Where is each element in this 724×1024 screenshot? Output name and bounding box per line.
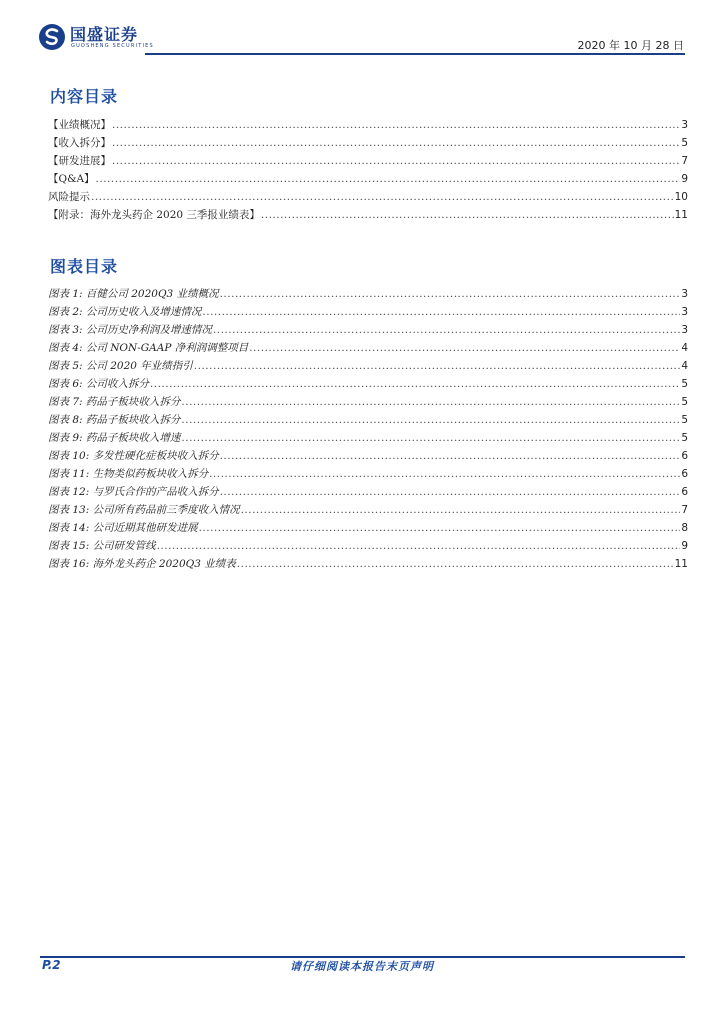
entry-page-number: 3 <box>681 324 688 336</box>
dot-leader <box>241 501 681 519</box>
entry-page-number: 5 <box>681 378 688 390</box>
figure-entry[interactable] <box>48 519 688 537</box>
figure-entry[interactable] <box>48 339 688 357</box>
entry-page-number: 11 <box>674 209 688 221</box>
entry-page-number: 5 <box>681 432 688 444</box>
dot-leader <box>181 393 680 411</box>
figure-entry[interactable] <box>48 303 688 321</box>
figure-entry[interactable] <box>48 393 688 411</box>
entry-page-number: 6 <box>681 468 688 480</box>
dot-leader <box>157 537 681 555</box>
entry-label: 图表 14: 公司近期其他研发进展 <box>48 522 198 534</box>
entry-label: 【收入拆分】 <box>48 137 111 149</box>
entry-label: 图表 2: 公司历史收入及增速情况 <box>48 306 202 318</box>
dot-leader <box>96 170 681 188</box>
entry-page-number: 10 <box>674 191 688 203</box>
entry-page-number: 4 <box>681 360 688 372</box>
contents-entry[interactable] <box>48 206 688 224</box>
entry-label: 【业绩概况】 <box>48 119 111 131</box>
figure-entry[interactable] <box>48 465 688 483</box>
brand-name-en: GUOSHENG SECURITIES <box>71 43 154 49</box>
figure-entry[interactable] <box>48 357 688 375</box>
figure-entry[interactable] <box>48 555 688 573</box>
contents-title: 内容目录 <box>50 87 119 106</box>
entry-page-number: 3 <box>681 306 688 318</box>
figures-title: 图表目录 <box>50 257 119 276</box>
entry-page-number: 3 <box>681 288 688 300</box>
entry-label: 图表 4: 公司 NON-GAAP 净利润调整项目 <box>48 342 249 354</box>
entry-page-number: 6 <box>681 486 688 498</box>
contents-entry[interactable] <box>48 170 688 188</box>
dot-leader <box>199 519 681 537</box>
dot-leader <box>213 321 680 339</box>
figure-entry[interactable] <box>48 375 688 393</box>
entry-page-number: 3 <box>681 119 688 131</box>
entry-page-number: 9 <box>681 173 688 185</box>
entry-label: 图表 16: 海外龙头药企 2020Q3 业绩表 <box>48 558 236 570</box>
entry-label: 图表 13: 公司所有药品前三季度收入情况 <box>48 504 240 516</box>
entry-label: 图表 12: 与罗氏合作的产品收入拆分 <box>48 486 219 498</box>
guosheng-logo-icon <box>38 23 66 51</box>
figures-list <box>48 285 688 573</box>
dot-leader <box>181 429 680 447</box>
entry-label: 图表 9: 药品子板块收入增速 <box>48 432 181 444</box>
entry-label: 风险提示 <box>48 191 90 203</box>
entry-page-number: 5 <box>681 396 688 408</box>
dot-leader <box>112 134 680 152</box>
dot-leader <box>220 483 681 501</box>
entry-label: 图表 7: 药品子板块收入拆分 <box>48 396 181 408</box>
contents-entry[interactable] <box>48 134 688 152</box>
dot-leader <box>181 411 680 429</box>
figure-entry[interactable] <box>48 285 688 303</box>
dot-leader <box>220 285 681 303</box>
entry-label: 【Q&A】 <box>48 173 95 185</box>
figure-entry[interactable] <box>48 429 688 447</box>
entry-page-number: 7 <box>681 155 688 167</box>
contents-entry[interactable] <box>48 152 688 170</box>
dot-leader <box>194 357 681 375</box>
entry-label: 图表 15: 公司研发管线 <box>48 540 156 552</box>
page-number: P.2 <box>42 958 61 972</box>
report-date: 2020 年 10 月 28 日 <box>577 39 684 52</box>
dot-leader <box>249 339 680 357</box>
dot-leader <box>261 206 674 224</box>
entry-page-number: 6 <box>681 450 688 462</box>
figure-entry[interactable] <box>48 537 688 555</box>
entry-label: 图表 6: 公司收入拆分 <box>48 378 149 390</box>
dot-leader <box>209 465 680 483</box>
entry-page-number: 8 <box>681 522 688 534</box>
contents-entry[interactable] <box>48 116 688 134</box>
entry-label: 图表 10: 多发性硬化症板块收入拆分 <box>48 450 219 462</box>
header-divider <box>145 53 685 55</box>
disclaimer-note: 请仔细阅读本报告末页声明 <box>290 960 434 973</box>
dot-leader <box>112 116 680 134</box>
entry-label: 图表 3: 公司历史净利润及增速情况 <box>48 324 212 336</box>
entry-label: 【附录：海外龙头药企 2020 三季报业绩表】 <box>48 209 260 221</box>
entry-label: 图表 5: 公司 2020 年业绩指引 <box>48 360 193 372</box>
figure-entry[interactable] <box>48 501 688 519</box>
dot-leader <box>91 188 674 206</box>
brand-name-cn: 国盛证券 <box>70 25 139 44</box>
page-header <box>0 0 724 60</box>
entry-label: 图表 1: 百健公司 2020Q3 业绩概况 <box>48 288 219 300</box>
contents-entry[interactable] <box>48 188 688 206</box>
entry-label: 【研发进展】 <box>48 155 111 167</box>
brand-logo <box>38 21 178 53</box>
dot-leader <box>202 303 680 321</box>
entry-page-number: 9 <box>681 540 688 552</box>
dot-leader <box>237 555 674 573</box>
entry-label: 图表 11: 生物类似药板块收入拆分 <box>48 468 209 480</box>
figure-entry[interactable] <box>48 321 688 339</box>
entry-page-number: 4 <box>681 342 688 354</box>
dot-leader <box>150 375 680 393</box>
contents-list <box>48 116 688 224</box>
entry-page-number: 5 <box>681 414 688 426</box>
figure-entry[interactable] <box>48 447 688 465</box>
dot-leader <box>112 152 680 170</box>
figure-entry[interactable] <box>48 483 688 501</box>
entry-label: 图表 8: 药品子板块收入拆分 <box>48 414 181 426</box>
entry-page-number: 5 <box>681 137 688 149</box>
dot-leader <box>220 447 681 465</box>
figure-entry[interactable] <box>48 411 688 429</box>
entry-page-number: 11 <box>674 558 688 570</box>
entry-page-number: 7 <box>681 504 688 516</box>
